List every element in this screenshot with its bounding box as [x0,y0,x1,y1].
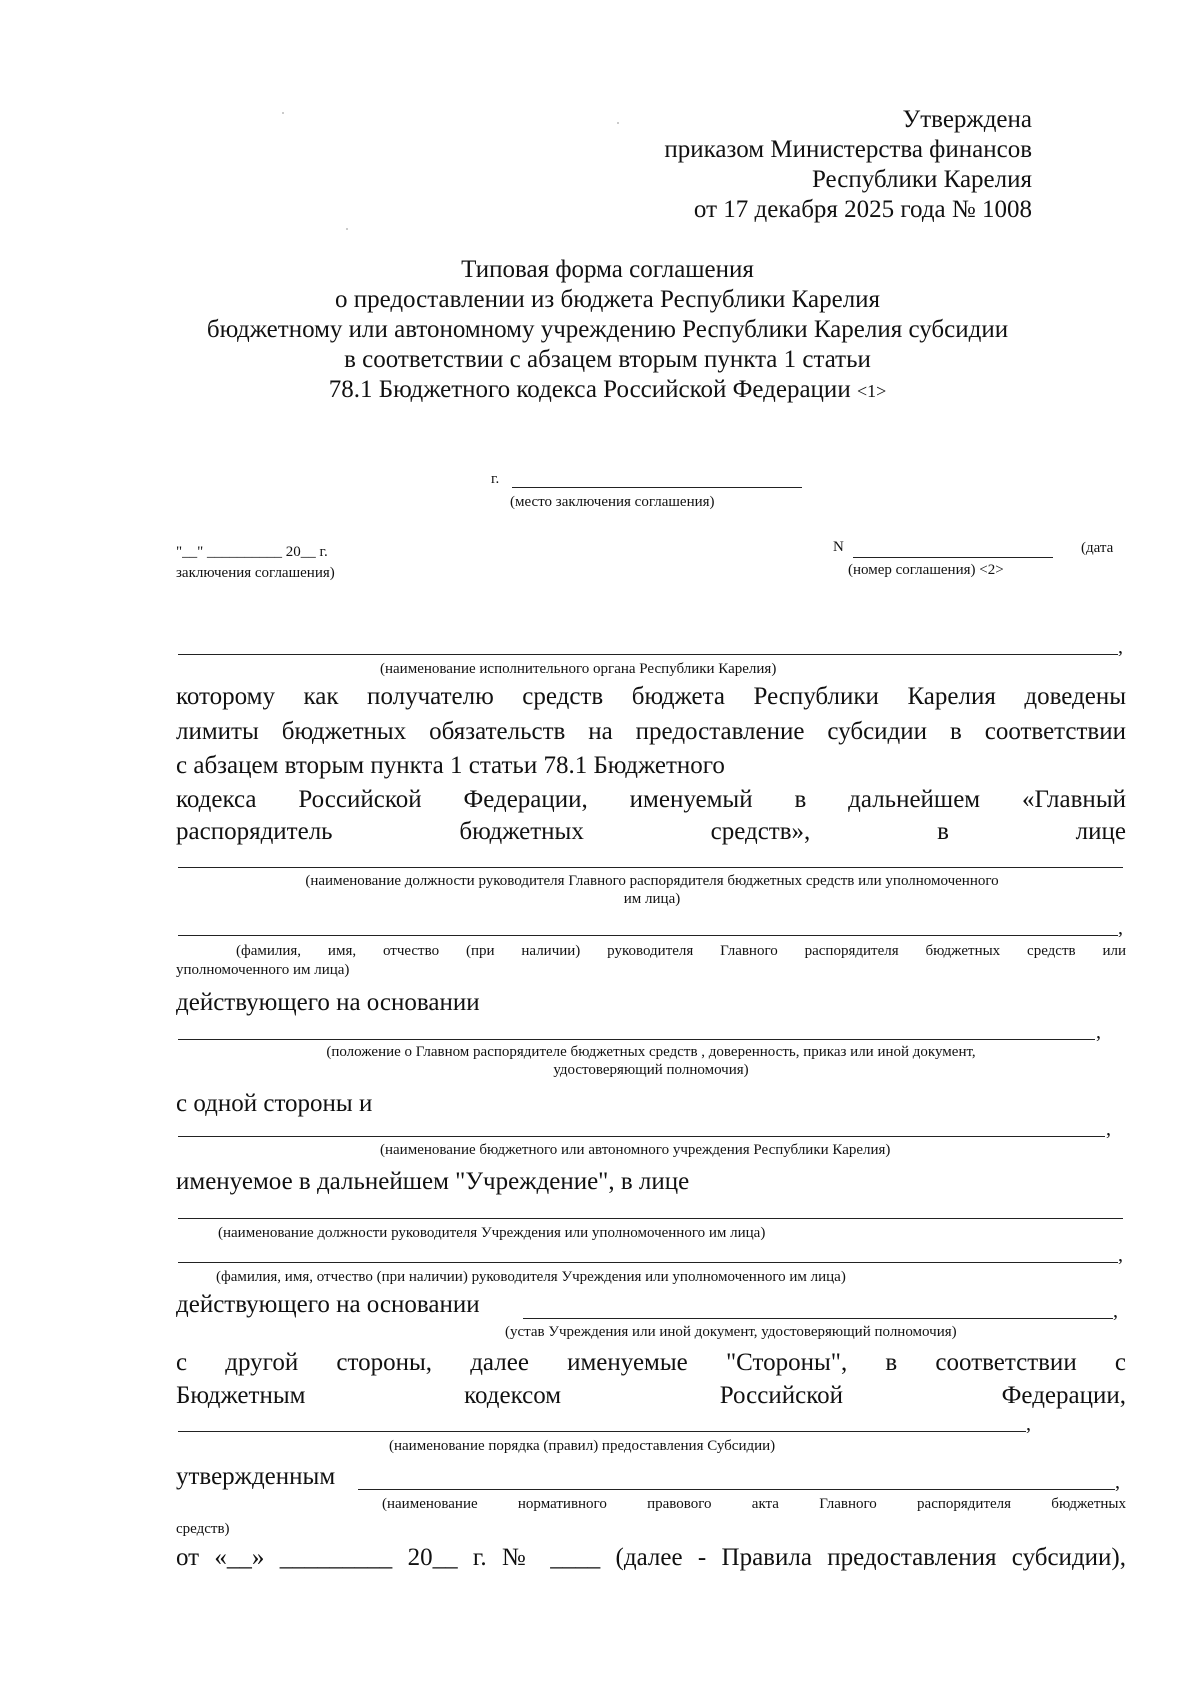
named-institution-text: именуемое в дальнейшем "Учреждение", в лице [176,1168,690,1195]
approved-text: утвержденным [176,1463,336,1490]
number-caption: (номер соглашения) <2> [848,562,1004,578]
executive-organ-caption: (наименование исполнительного органа Республики Карелия) [380,661,777,677]
date-caption-end: заключения соглашения) [176,565,335,581]
acting-basis-2: действующего на основании [176,1291,480,1318]
footnote-ref-1: <1> [856,381,887,401]
other-side-line-1: с другой стороны, далее именуемые "Стороны", в соответствии с [176,1349,1126,1376]
comma: , [1118,636,1123,658]
gr-basis-caption-line-1: (положение о Главном распорядителе бюджетных средств , доверенность, приказ или иной документ, [326,1044,976,1060]
date-caption-start: (дата [1081,540,1114,556]
rules-caption: (наименование порядка (правил) предоставления Субсидии) [389,1438,776,1454]
institution-caption: (наименование бюджетного или автономного учреждения Республики Карелия) [380,1142,891,1158]
executive-organ-field-line[interactable] [178,654,1118,655]
approval-block [532,105,1032,225]
gr-fio-caption-line-2: уполномоченного им лица) [176,962,350,978]
comma: , [1096,1021,1101,1043]
gr-position-caption-line-2: им лица) [623,891,681,907]
paragraph-line-2: лимиты бюджетных обязательств на предоставление субсидии в соответствии [176,718,1126,745]
number-field-line[interactable] [853,557,1053,558]
comma: , [1118,1244,1123,1266]
paragraph-line-4: кодекса Российской Федерации, именуемый в дальнейшем «Главный [176,786,1126,813]
gr-fio-caption-line-1: (фамилия, имя, отчество (при наличии) руководителя Главного распорядителя бюджетных средств или [236,943,1126,959]
scan-speck [617,122,619,124]
place-field-line[interactable] [512,487,802,488]
charter-caption: (устав Учреждения или иной документ, удостоверяющий полномочия) [505,1324,957,1340]
comma: , [1106,1118,1111,1140]
comma: , [1026,1413,1031,1435]
title-line-1: Типовая форма соглашения [461,256,754,283]
gr-position-field-line[interactable] [178,867,1123,868]
charter-field-line[interactable] [523,1318,1113,1319]
approval-line-2: приказом Министерства финансов [664,136,1032,163]
date-field[interactable]: "__" __________ 20__ г. [176,544,328,560]
inst-position-caption: (наименование должности руководителя Учреждения или уполномоченного им лица) [218,1225,766,1241]
document-title [160,255,1055,406]
paragraph-line-5: распорядитель бюджетных средств», в лице [176,818,1126,845]
title-line-4: в соответствии с абзацем вторым пункта 1 статьи [344,346,871,373]
gr-basis-field-line[interactable] [178,1039,1095,1040]
last-line: от «__» _________ 20__ г. № ____ (далее - Правила предоставления субсидии), [176,1544,1126,1571]
approved-act-field-line[interactable] [358,1489,1115,1490]
approval-line-4: от 17 декабря 2025 года № 1008 [693,196,1032,223]
rules-field-line[interactable] [178,1431,1026,1432]
approval-line-3: Республики Карелия [811,166,1032,193]
comma: , [1118,917,1123,939]
place-caption: (место заключения соглашения) [510,494,715,510]
act-caption-line-1: (наименование нормативного правового акта Главного распорядителя бюджетных [382,1496,1126,1512]
scan-speck [346,228,348,230]
inst-position-field-line[interactable] [178,1218,1123,1219]
title-line-5 [160,375,1055,406]
comma: , [1113,1300,1118,1322]
paragraph-line-1: которому как получателю средств бюджета Республики Карелия доведены [176,683,1126,710]
paragraph-line-3: с абзацем вторым пункта 1 статьи 78.1 Бюджетного [176,752,725,779]
act-caption-line-2: средств) [176,1521,230,1537]
institution-field-line[interactable] [178,1136,1105,1137]
number-prefix: N [833,539,844,555]
approval-line-1: Утверждена [902,106,1032,133]
comma: , [1115,1471,1120,1493]
inst-fio-caption: (фамилия, имя, отчество (при наличии) руководителя Учреждения или уполномоченного им лица) [216,1269,846,1285]
scan-speck [282,112,284,114]
place-prefix: г. [491,471,500,487]
title-line-3: бюджетному или автономному учреждению Республики Карелия субсидии [206,316,1009,343]
gr-position-caption-line-1: (наименование должности руководителя Главного распорядителя бюджетных средств или уполномоченного [305,873,999,889]
title-line-5-text: 78.1 Бюджетного кодекса Российской Федерации [328,376,851,403]
title-line-2: о предоставлении из бюджета Республики Карелия [334,286,881,313]
gr-position-caption [176,872,1128,908]
other-side-line-2: Бюджетным кодексом Российской Федерации, [176,1382,1126,1409]
gr-basis-caption [176,1043,1126,1079]
acting-basis-1: действующего на основании [176,989,480,1016]
gr-basis-caption-line-2: удостоверяющий полномочия) [553,1062,749,1078]
inst-fio-field-line[interactable] [178,1262,1118,1263]
gr-fio-field-line[interactable] [178,935,1118,936]
one-side-text: с одной стороны и [176,1090,373,1117]
